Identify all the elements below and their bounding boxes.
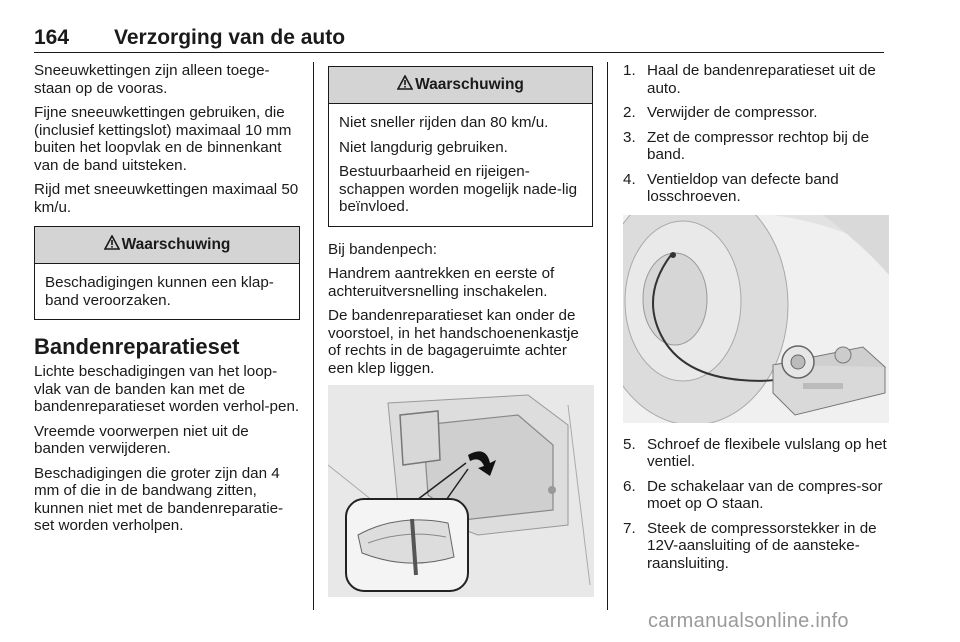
chapter-title: Verzorging van de auto: [114, 26, 346, 49]
list-item: 7. Steek de compressorstekker in de 12V-aansluiting of de aansteke-raansluiting.: [623, 519, 877, 572]
warning-triangle-icon: [397, 75, 413, 95]
watermark: carmanualsonline.info: [648, 610, 849, 632]
warning-box: [328, 66, 593, 227]
warning-line: Bestuurbaarheid en rijeigen-schappen worden mogelijk nade-lig beïnvloed.: [339, 163, 578, 215]
paragraph: Rijd met sneeuwkettingen maximaal 50 km/u.: [34, 181, 299, 216]
section-heading: Bandenreparatieset: [34, 334, 240, 359]
steps-list: [623, 62, 889, 206]
column-divider-1: [313, 62, 314, 610]
paragraph: Beschadigingen die groter zijn dan 4 mm of die in de bandwang zitten, kunnen niet met de bandenreparatie-set worden verholpen.: [34, 464, 284, 534]
warning-triangle-icon: [104, 235, 120, 255]
page-number: 164: [34, 26, 70, 49]
warning-title: Waarschuwing: [415, 76, 524, 93]
list-item: 3. Zet de compressor rechtop bij de band.: [623, 128, 870, 163]
list-item: 5. Schroef de flexibele vulslang op het ventiel.: [623, 435, 887, 470]
column-1: [34, 62, 300, 542]
steps-list: [623, 436, 889, 573]
warning-line: Niet sneller rijden dan 80 km/u.: [339, 114, 549, 131]
page-header: [34, 26, 884, 53]
column-divider-2: [607, 62, 608, 610]
list-item: 6. De schakelaar van de compres-sor moet op O staan.: [623, 477, 883, 512]
column-2: [328, 62, 593, 597]
warning-header: [329, 67, 592, 104]
warning-text: Beschadigingen kunnen een klap-band veroorzaken.: [45, 274, 274, 309]
trunk-compartment-illustration: [328, 385, 594, 597]
paragraph: Vreemde voorwerpen niet uit de banden verwijderen.: [34, 422, 249, 457]
paragraph: Bij bandenpech:: [328, 240, 437, 258]
list-item: 4. Ventieldop van defecte band losschroeven.: [623, 170, 839, 205]
paragraph: Fijne sneeuwkettingen gebruiken, die (inclusief kettingslot) maximaal 10 mm buiten het loopvlak en de binnenkant van de band uitsteken.: [34, 104, 292, 174]
list-item: 2. Verwijder de compressor.: [623, 104, 818, 121]
list-item: 1. Haal de bandenreparatieset uit de auto.: [623, 62, 876, 97]
compressor-tire-illustration: [623, 215, 889, 423]
warning-title: Waarschuwing: [121, 236, 231, 253]
warning-box: [34, 226, 300, 320]
paragraph: Lichte beschadigingen van het loop-vlak van de banden kan met de bandenreparatieset worden verhol-pen.: [34, 363, 300, 415]
warning-line: Niet langdurig gebruiken.: [339, 138, 508, 156]
warning-header: [35, 227, 299, 264]
paragraph: Sneeuwkettingen zijn alleen toege-staan op de vooras.: [34, 62, 270, 97]
column-3: [623, 62, 889, 579]
paragraph: De bandenreparatieset kan onder de voorstoel, in het handschoenenkastje of rechts in de bagageruimte achter een klep liggen.: [328, 307, 579, 377]
paragraph: Handrem aantrekken en eerste of achteruitversnelling inschakelen.: [328, 265, 555, 300]
